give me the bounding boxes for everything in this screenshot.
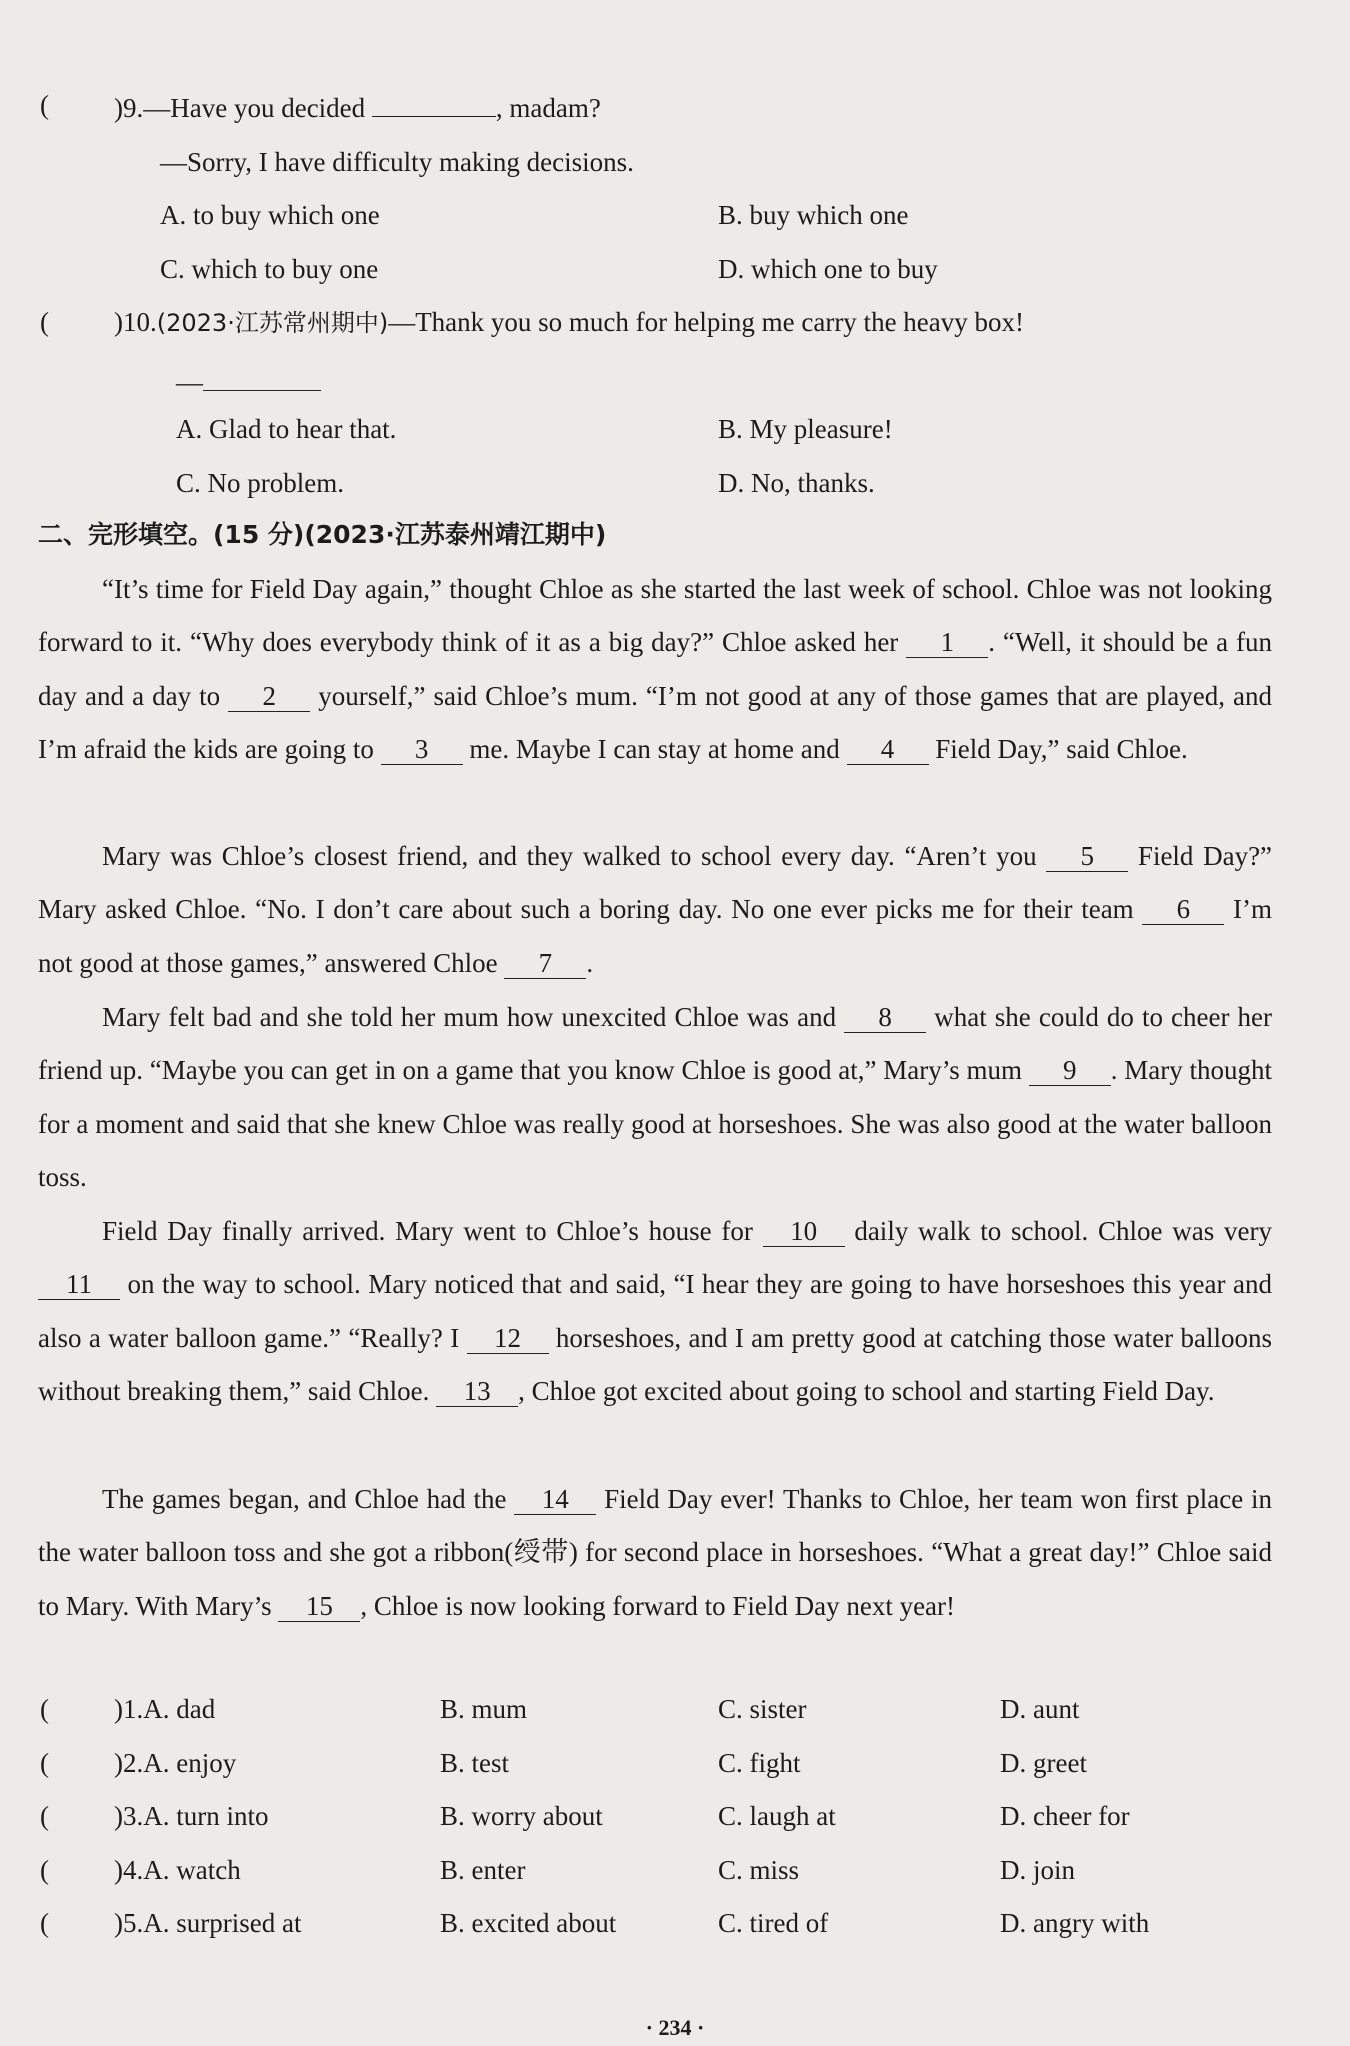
passage-text: , Chloe is now looking forward to Field Day next year! (360, 1590, 956, 1621)
choice-b: B. test (440, 1748, 510, 1778)
q10-dash: — (176, 367, 203, 397)
passage-paragraph-5 (38, 1473, 1272, 1633)
q9-stem-b: , madam? (495, 93, 601, 123)
passage-text: Mary was Chloe’s closest friend, and they walked to school every day. “Aren’t you (102, 841, 1037, 871)
choice-number: )2. (114, 1748, 144, 1778)
choice-number: )1. (114, 1694, 144, 1724)
passage-text: horseshoes, and I am pretty good at catching those water balloons without breaking them,” said Chloe. (38, 1322, 1272, 1407)
q9-paren: ( (40, 90, 49, 120)
q9-option-d: D. which one to buy (718, 254, 938, 284)
passage-text: I’m not good at those games,” answered Chloe (38, 894, 1273, 978)
page-number: · 234 · (645, 2015, 705, 2040)
blank-3[interactable]: 3 (381, 736, 463, 765)
choice-d: D. aunt (1000, 1694, 1080, 1724)
q10-option-c: C. No problem. (176, 468, 344, 498)
choice-b: B. mum (440, 1694, 528, 1724)
choice-a: A. watch (143, 1855, 241, 1885)
q10-paren: ( (40, 307, 49, 337)
q9-option-c: C. which to buy one (160, 254, 379, 284)
q10-number: )10. (114, 307, 157, 337)
q9-reply: —Sorry, I have difficulty making decisions. (160, 147, 634, 177)
choice-c: C. tired of (718, 1908, 829, 1938)
passage-paragraph-3 (38, 991, 1272, 1205)
choice-row-5 (114, 1906, 301, 1940)
q9-option-b: B. buy which one (718, 200, 909, 230)
passage-text: Field Day finally arrived. Mary went to Chloe’s house for (102, 1216, 753, 1246)
choice-number: )5. (114, 1908, 144, 1938)
choice-c: C. sister (718, 1694, 807, 1724)
q9-stem-a: —Have you decided (143, 93, 366, 123)
passage-text: Field Day,” said Chloe. (935, 734, 1188, 765)
choice-b: B. enter (440, 1855, 526, 1885)
blank-1[interactable]: 1 (906, 629, 988, 658)
choice-paren: ( (40, 1801, 49, 1831)
passage-text: . “Well, it should be a fun day and a day to (38, 627, 1273, 711)
choice-paren: ( (40, 1748, 49, 1778)
choice-a: A. turn into (143, 1801, 269, 1831)
choice-paren: ( (40, 1855, 49, 1885)
passage-paragraph-1 (38, 563, 1272, 777)
q9-number: )9. (114, 93, 144, 123)
choice-d: D. angry with (1000, 1908, 1150, 1938)
choice-a: A. surprised at (143, 1908, 302, 1938)
q9-stem (114, 88, 601, 125)
passage-text: . (586, 947, 594, 978)
passage-text: . Mary thought for a moment and said that she knew Chloe was really good at horseshoes. She was also good at the water balloon toss. (38, 1055, 1272, 1193)
choice-number: )4. (114, 1855, 144, 1885)
choice-b: B. excited about (440, 1908, 617, 1938)
choice-row-3 (114, 1799, 269, 1833)
choice-c: C. miss (718, 1855, 800, 1885)
blank-2[interactable]: 2 (228, 683, 310, 712)
q10-answer-blank[interactable] (203, 362, 321, 391)
choice-a: A. enjoy (143, 1748, 237, 1778)
q10-answer-line (176, 362, 321, 399)
q10-source: (2023·江苏常州期中) (156, 309, 389, 337)
choice-d: D. cheer for (1000, 1801, 1130, 1831)
choice-row-2 (114, 1746, 236, 1780)
passage-text: Mary felt bad and she told her mum how unexcited Chloe was and (102, 1002, 837, 1032)
passage-text: Field Day?” Mary asked Chloe. “No. I don’t care about such a boring day. No one ever picks me for their team (38, 841, 1273, 925)
blank-8[interactable]: 8 (844, 1004, 926, 1033)
q9-option-a: A. to buy which one (160, 200, 380, 230)
choice-c: C. laugh at (718, 1801, 836, 1831)
q10-stem-text: —Thank you so much for helping me carry the heavy box! (388, 307, 1025, 337)
blank-11[interactable]: 11 (38, 1271, 120, 1300)
blank-7[interactable]: 7 (504, 950, 586, 979)
choice-d: D. greet (1000, 1748, 1087, 1778)
passage-text: on the way to school. Mary noticed that and said, “I hear they are going to have horseshoes this year and also a water balloon game.” “Really? I (38, 1269, 1272, 1353)
blank-6[interactable]: 6 (1142, 896, 1224, 925)
choice-number: )3. (114, 1801, 144, 1831)
choice-d: D. join (1000, 1855, 1076, 1885)
passage-paragraph-4 (38, 1205, 1272, 1419)
q9-answer-blank[interactable] (372, 88, 496, 117)
passage-text: “It’s time for Field Day again,” thought Chloe as she started the last week of school. Chloe was not looking forward to it. “Why does everybody think of it as a big day?” Chloe asked her (38, 574, 1272, 658)
q10-option-d: D. No, thanks. (718, 468, 875, 498)
choice-c: C. fight (718, 1748, 801, 1778)
blank-14[interactable]: 14 (514, 1486, 596, 1515)
blank-9[interactable]: 9 (1029, 1057, 1111, 1086)
blank-4[interactable]: 4 (847, 736, 929, 765)
passage-text: , Chloe got excited about going to school and starting Field Day. (518, 1376, 1215, 1407)
passage-text: Field Day ever! Thanks to Chloe, her team won first place in the water balloon toss and she got a ribbon(绶带) for second place in horseshoes. “What a great day!” Chloe said to Mary. With Mary’s (38, 1484, 1273, 1621)
choice-row-4 (114, 1853, 241, 1887)
blank-12[interactable]: 12 (467, 1325, 549, 1354)
blank-5[interactable]: 5 (1046, 843, 1128, 872)
passage-text: daily walk to school. Chloe was very (854, 1216, 1272, 1246)
passage-text: what she could do to cheer her friend up. “Maybe you can get in on a game that you know Chloe is good at,” Mary’s mum (38, 1002, 1273, 1086)
choice-a: A. dad (143, 1694, 216, 1724)
choice-paren: ( (40, 1694, 49, 1724)
choice-b: B. worry about (440, 1801, 603, 1831)
passage-text: The games began, and Chloe had the (102, 1484, 507, 1514)
section-heading: 二、完形填空。(15 分)(2023·江苏泰州靖江期中) (38, 520, 607, 549)
choice-paren: ( (40, 1908, 49, 1938)
passage-text: me. Maybe I can stay at home and (469, 734, 840, 765)
passage-text: yourself,” said Chloe’s mum. “I’m not good at any of those games that are played, and I’m afraid the kids are going to (38, 680, 1273, 765)
blank-13[interactable]: 13 (436, 1378, 518, 1407)
blank-10[interactable]: 10 (763, 1218, 845, 1247)
q10-option-a: A. Glad to hear that. (176, 414, 397, 444)
passage-paragraph-2 (38, 830, 1272, 990)
blank-15[interactable]: 15 (278, 1593, 360, 1622)
q10-stem (114, 305, 1024, 340)
choice-row-1 (114, 1692, 215, 1726)
q10-option-b: B. My pleasure! (718, 414, 893, 444)
